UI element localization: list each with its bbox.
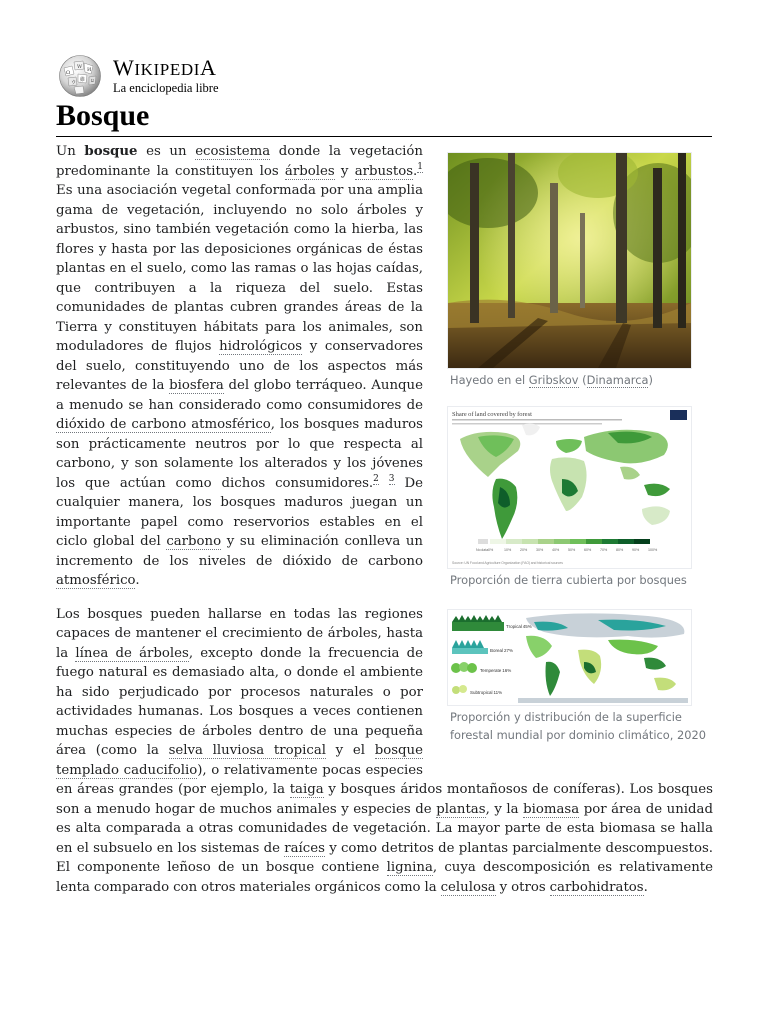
- legend-label: 90%: [632, 547, 640, 552]
- legend-label: 80%: [616, 547, 624, 552]
- paragraph-distribution: Los bosques pueden hallarse en todas las regiones capaces de mantener el crecimiento de árboles, hasta la línea de árboles, excepto donde la frecuencia de fuego natural es demasiado alta, o donde el ambiente ha sido perjudicado por procesos naturales o por actividades humanas. Los bosques a veces contienen muchas especies de árboles dentro de una pequeña área (como la selva lluviosa tropical y el bosque templado caducifolio), o relativamente pocas especies en áreas grandes (por ejemplo, la taiga y bosques áridos montañosos de coníferas). Los bosques son a menudo hogar de muchos animales y especies de plantas, y la biomasa por área de unidad es alta comparada a otras comunidades de vegetación. La mayor parte de esta biomasa se halla en el subsuelo en los sistemas de raíces y como detritos de plantas parcialmente descompuestos. El componente leñoso de un bosque contiene lignina, cuya descomposición es relativamente lenta comparado con otros materiales orgánicos como la celulosa y otros carbohidratos.: [56, 606, 714, 895]
- image-sidebar: [447, 152, 713, 758]
- legend-label: 20%: [520, 547, 528, 552]
- wikipedia-wordmark: WIKIPEDIA: [113, 55, 217, 81]
- link-raices[interactable]: raíces: [284, 840, 325, 856]
- link-arbustos[interactable]: arbustos: [354, 163, 414, 179]
- link-carbohidratos[interactable]: carbohidratos: [549, 879, 644, 895]
- link-celulosa[interactable]: celulosa: [440, 879, 496, 895]
- article-content: [56, 142, 713, 911]
- figure-caption: Proporción y distribución de la superficie forestal mundial por dominio climático, 2020: [450, 710, 706, 742]
- link-lignina[interactable]: lignina: [386, 860, 433, 875]
- wordmark[interactable]: [113, 57, 219, 95]
- caption-link-gribskov[interactable]: Gribskov: [528, 373, 579, 387]
- link-carbono[interactable]: carbono: [166, 534, 222, 549]
- link-selva-lluviosa-tropical[interactable]: selva lluviosa tropical: [168, 743, 326, 758]
- legend-label: 0%: [488, 547, 494, 552]
- link-atmosferico[interactable]: atmosférico: [56, 573, 136, 588]
- legend-label: 50%: [568, 547, 576, 552]
- map-source: Source: UN Food and Agriculture Organization (FAO) and historical sources: [452, 560, 563, 565]
- reference-3[interactable]: 3: [388, 474, 395, 485]
- svg-text:ウ: ウ: [71, 80, 77, 86]
- legend-label: 30%: [536, 547, 544, 552]
- link-bosque-templado-caducifolio[interactable]: bosque templado caducifolio: [56, 743, 423, 778]
- figure-forest-share-map: [447, 406, 713, 590]
- domain-label: Temperate 16%: [480, 668, 512, 673]
- link-ecosistema[interactable]: ecosistema: [195, 144, 271, 159]
- svg-text:И: И: [87, 67, 92, 73]
- climatic-domain-world-map[interactable]: [447, 609, 692, 706]
- tagline: La enciclopedia libre: [113, 81, 219, 96]
- link-arboles[interactable]: árboles: [284, 163, 335, 179]
- paragraph-intro: Un bosque es un ecosistema donde la vegetación predominante la constituyen los árboles y arbustos.$^1$ Es una asociación vegetal conformada por una amplia gama de vegetación, incluyendo no solo árboles y arbustos, sino también vegetación como la hierba, las flores y hasta por las deposiciones orgánicas de éstas plantas en el suelo, como las ramas o las hojas caídas, que contribuyen a la riqueza del suelo. Estas comunidades de plantas cubren grandes áreas de la Tierra y constituyen hábitats para los animales, son moduladores de flujos hidrológicos y conservadores del suelo, constituyendo uno de los aspectos más relevantes de la biosfera del globo terráqueo. Aunque a menudo se han considerado como consumidores de dióxido de carbono atmosférico, los bosques maduros son prácticamente neutros por lo que respecta al carbono, y son solamente los alterados y los jóvenes los que actúan como dichos consumidores.$^2$ $^3$ De cualquier manera, los bosques maduros juegan un importante papel como reservorios estables en el ciclo global del carbono y su eliminación conlleva un incremento de los niveles de dióxido de carbono atmosférico.: [56, 144, 424, 588]
- forest-share-world-map[interactable]: [447, 406, 692, 569]
- page-title: Bosque: [56, 97, 712, 137]
- domain-label: Tropical 45%: [506, 624, 532, 629]
- svg-text:Ω: Ω: [66, 70, 71, 76]
- reference-2[interactable]: 2: [373, 474, 379, 485]
- site-header: [56, 54, 219, 98]
- legend-label: 100%: [648, 547, 658, 552]
- domain-label: Subtropical 11%: [470, 690, 503, 695]
- svg-text:ע: ע: [91, 78, 94, 84]
- legend-label: 10%: [504, 547, 512, 552]
- wikipedia-globe-logo[interactable]: [56, 54, 104, 98]
- link-taiga[interactable]: taiga: [289, 782, 324, 797]
- link-linea-de-arboles[interactable]: línea de árboles: [75, 645, 189, 661]
- figure-caption: Hayedo en el Gribskov (Dinamarca): [450, 373, 653, 387]
- bold-term: bosque: [84, 144, 138, 159]
- svg-text:W: W: [77, 64, 83, 70]
- map-title: Share of land covered by forest: [452, 410, 532, 418]
- owid-logo: [670, 410, 687, 420]
- link-biomasa[interactable]: biomasa: [523, 801, 580, 817]
- legend-label: 70%: [600, 547, 608, 552]
- legend-label: No data: [476, 547, 489, 552]
- legend-label: 40%: [552, 547, 560, 552]
- reference-1[interactable]: 1: [417, 162, 424, 173]
- svg-text:維: 維: [80, 77, 86, 83]
- domain-label: Boreal 27%: [490, 648, 513, 653]
- beech-forest-photo[interactable]: [447, 152, 692, 369]
- link-dioxido-de-carbono-atmosferico[interactable]: dióxido de carbono atmosférico: [56, 417, 271, 432]
- caption-link-dinamarca[interactable]: Dinamarca: [586, 373, 649, 387]
- link-hidrologicos[interactable]: hidrológicos: [219, 339, 303, 354]
- figure-beech-forest: [447, 152, 713, 390]
- figure-caption: Proporción de tierra cubierta por bosques: [450, 572, 687, 587]
- figure-climatic-domain-map: [447, 609, 713, 744]
- legend-label: 60%: [584, 547, 592, 552]
- link-biosfera[interactable]: biosfera: [169, 378, 224, 393]
- link-plantas[interactable]: plantas: [436, 801, 486, 817]
